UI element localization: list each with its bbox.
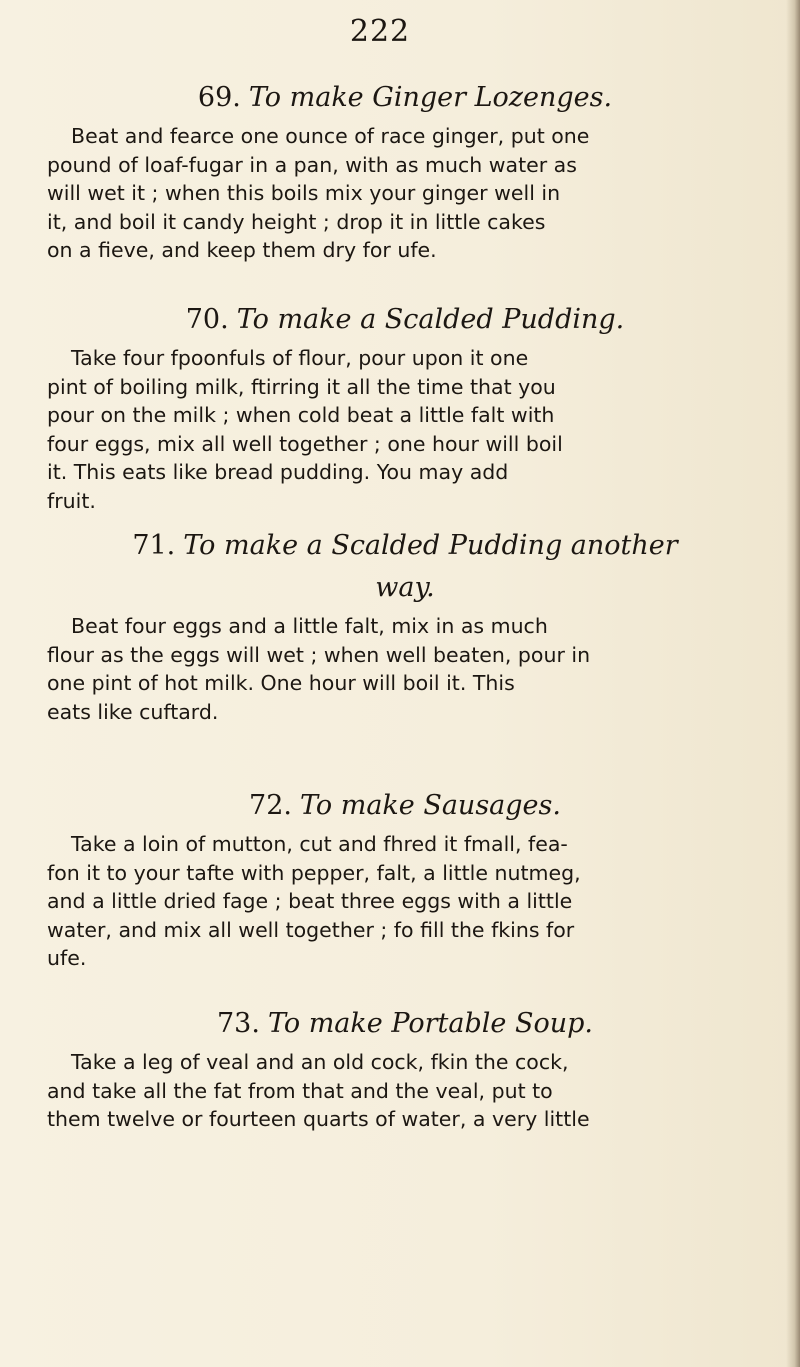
recipe-line: Take a leg of veal and an old cock, fkin the cock, <box>71 1050 569 1074</box>
recipe-line: and take all the fat from that and the veal, put to <box>47 1078 553 1103</box>
recipe-number: 73. <box>217 1008 260 1039</box>
recipe-line: one pint of hot milk. One hour will boil it. This <box>47 671 515 695</box>
recipe-heading <box>47 302 763 338</box>
recipe-title: To make Ginger Lozenges. <box>248 82 613 113</box>
recipe-line: four eggs, mix all well together ; one hour will boil <box>47 431 563 456</box>
recipe-line: fon it to your tafte with pepper, falt, a little nutmeg, <box>47 860 581 885</box>
recipe-line: and a little dried fage ; beat three eggs with a little <box>47 889 573 913</box>
recipe-line: them twelve or fourteen quarts of water, a very little <box>47 1107 590 1131</box>
recipe-72 <box>47 788 763 973</box>
recipe-line: will wet it ; when this boils mix your ginger well in <box>47 181 561 205</box>
recipe-69 <box>47 80 763 265</box>
recipe-heading <box>47 1006 763 1042</box>
recipe-line: it, and boil it candy height ; drop it in little cakes <box>47 209 546 234</box>
recipe-title: To make a Scalded Pudding another <box>183 530 678 561</box>
recipe-70 <box>47 302 763 515</box>
recipe-line: ufe. <box>47 946 87 970</box>
page-edge-shadow <box>786 0 800 1367</box>
recipe-title: To make Sausages. <box>299 790 561 821</box>
recipe-line: fruit. <box>47 488 96 513</box>
recipe-number: 72. <box>249 790 292 821</box>
recipe-line: Beat four eggs and a little falt, mix in as much <box>71 614 548 638</box>
recipe-line: flour as the eggs will wet ; when well beaten, pour in <box>47 642 591 667</box>
recipe-73 <box>47 1006 763 1134</box>
recipe-line: Beat and fearce one ounce of race ginger, put one <box>71 124 590 148</box>
recipe-line: pound of loaf-fugar in a pan, with as much water as <box>47 152 577 177</box>
recipe-number: 71. <box>132 530 176 561</box>
recipe-number: 69. <box>197 82 241 113</box>
recipe-title: To make Portable Soup. <box>267 1008 593 1039</box>
recipe-heading <box>47 788 763 824</box>
page-number: 222 <box>349 14 411 49</box>
recipe-line: it. This eats like bread pudding. You may add <box>47 460 509 484</box>
recipe-title: To make a Scalded Pudding. <box>236 304 625 335</box>
recipe-line: Take four fpoonfuls of flour, pour upon it one <box>71 346 529 370</box>
recipe-line: pint of boiling milk, ftirring it all the time that you <box>47 374 556 399</box>
recipe-line: on a fieve, and keep them dry for ufe. <box>47 238 437 262</box>
recipe-number: 70. <box>185 304 229 335</box>
recipe-line: Take a loin of mutton, cut and fhred it fmall, fea- <box>71 832 568 856</box>
recipe-title-continued: way. <box>375 572 435 603</box>
recipe-line: water, and mix all well together ; fo fill the fkins for <box>47 917 575 942</box>
recipe-heading <box>47 80 763 116</box>
recipe-heading <box>47 528 763 564</box>
recipe-71 <box>47 528 763 726</box>
recipe-line: eats like cuftard. <box>47 699 219 724</box>
recipe-line: pour on the milk ; when cold beat a little falt with <box>47 403 555 427</box>
